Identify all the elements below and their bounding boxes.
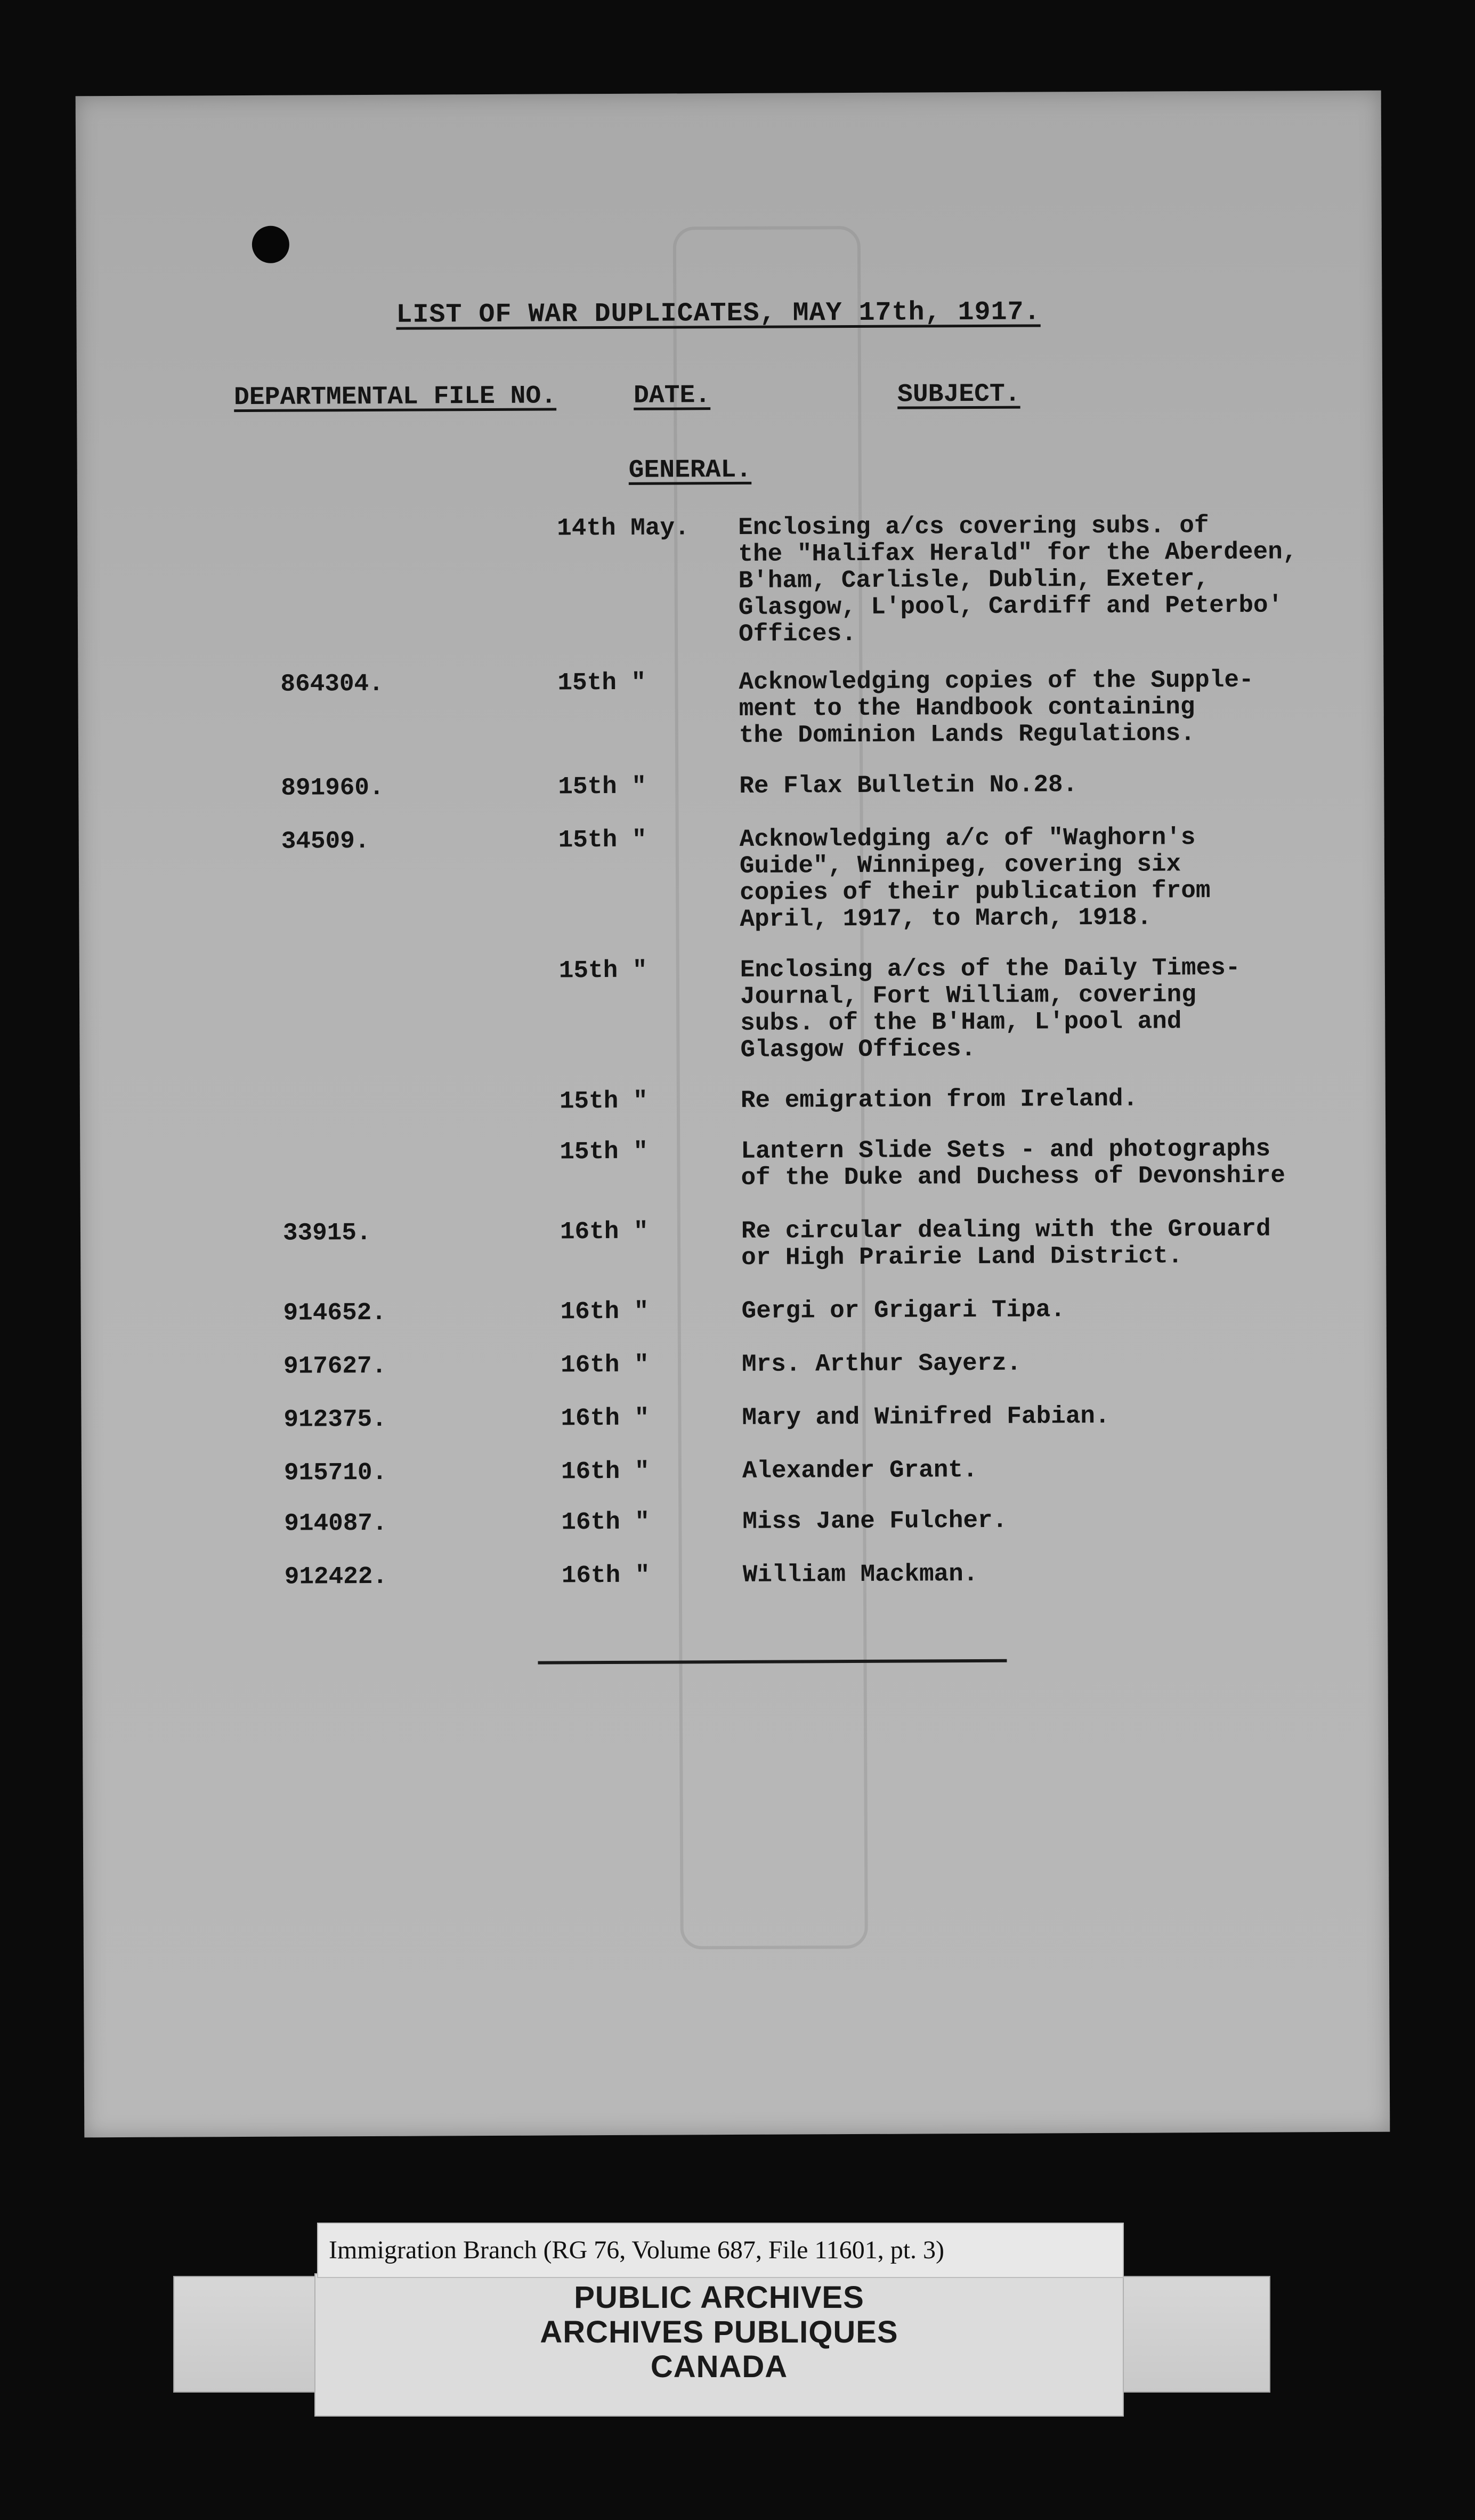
reference-label-text: Immigration Branch (RG 76, Volume 687, File 11601, pt. 3) [329, 2236, 945, 2264]
entry-subject: Re Flax Bulletin No.28. [739, 771, 1078, 800]
document-title: LIST OF WAR DUPLICATES, MAY 17th, 1917. [396, 297, 1041, 330]
entry-file-no: 864304. [280, 669, 384, 698]
entry-subject: Acknowledging copies of the Supple- ment to the Handbook containing the Dominion Lands Regulations. [739, 666, 1254, 749]
entry-subject: Acknowledging a/c of "Waghorn's Guide", Winnipeg, covering six copies of their publication from April, 1917, to March, 1918. [739, 823, 1211, 933]
punch-hole [252, 226, 289, 263]
entry-date: 16th " [560, 1351, 649, 1379]
archive-line-3: CANADA [650, 2349, 788, 2384]
header-date: DATE. [634, 381, 711, 410]
entry-subject: Enclosing a/cs covering subs. of the "Halifax Herald" for the Aberdeen, B'ham, Carlisle, Dublin, Exeter, Glasgow, L'pool, Cardiff and Peterbo' Offices. [738, 512, 1298, 648]
archive-line-2: ARCHIVES PUBLIQUES [540, 2315, 898, 2349]
entry-subject: Miss Jane Fulcher. [742, 1506, 1008, 1536]
entry-date: 16th " [561, 1561, 650, 1590]
entry-file-no: 914652. [283, 1298, 386, 1327]
entry-subject: Re emigration from Ireland. [740, 1085, 1138, 1114]
entry-file-no: 912422. [284, 1562, 388, 1591]
entry-date: 15th " [560, 1137, 649, 1166]
entry-file-no: 33915. [282, 1218, 371, 1247]
header-file-no: DEPARTMENTAL FILE NO. [234, 382, 557, 413]
entry-subject: Mrs. Arthur Sayerz. [741, 1349, 1022, 1378]
entry-file-no: 915710. [283, 1458, 387, 1487]
entry-file-no: 891960. [281, 773, 384, 802]
section-heading: GENERAL. [628, 455, 752, 485]
entry-file-no: 914087. [284, 1509, 387, 1538]
entry-date: 16th " [560, 1217, 649, 1246]
entry-subject: Enclosing a/cs of the Daily Times- Journal, Fort William, covering subs. of the B'Ham, L'pool and Glasgow Offices. [740, 954, 1241, 1064]
entry-subject: Mary and Winifred Fabian. [742, 1402, 1110, 1432]
entry-date: 16th " [561, 1457, 650, 1486]
entry-subject: Alexander Grant. [742, 1456, 978, 1485]
entry-date: 15th " [558, 772, 647, 801]
archive-line-1: PUBLIC ARCHIVES [574, 2280, 864, 2315]
document-page [76, 91, 1390, 2138]
reference-label [317, 2223, 1124, 2278]
archive-stamp-card [314, 2273, 1124, 2417]
entry-date: 16th " [560, 1297, 649, 1326]
entry-subject: William Mackman. [742, 1560, 978, 1589]
entry-subject: Gergi or Grigari Tipa. [741, 1296, 1066, 1325]
entry-date: 16th " [561, 1508, 650, 1537]
entry-file-no: 917627. [283, 1352, 387, 1380]
entry-file-no: 912375. [283, 1405, 387, 1434]
entry-date: 15th " [557, 668, 646, 697]
entry-date: 15th " [558, 956, 647, 985]
entry-date: 15th " [558, 826, 647, 854]
header-subject: SUBJECT. [897, 379, 1020, 409]
entry-date: 14th May. [557, 514, 690, 543]
entry-file-no: 34509. [281, 827, 370, 855]
entry-date: 16th " [561, 1404, 650, 1433]
entry-subject: Lantern Slide Sets - and photographs of the Duke and Duchess of Devonshire [741, 1135, 1286, 1192]
entry-date: 15th " [559, 1087, 648, 1116]
entry-subject: Re circular dealing with the Grouard or High Prairie Land District. [741, 1215, 1271, 1272]
